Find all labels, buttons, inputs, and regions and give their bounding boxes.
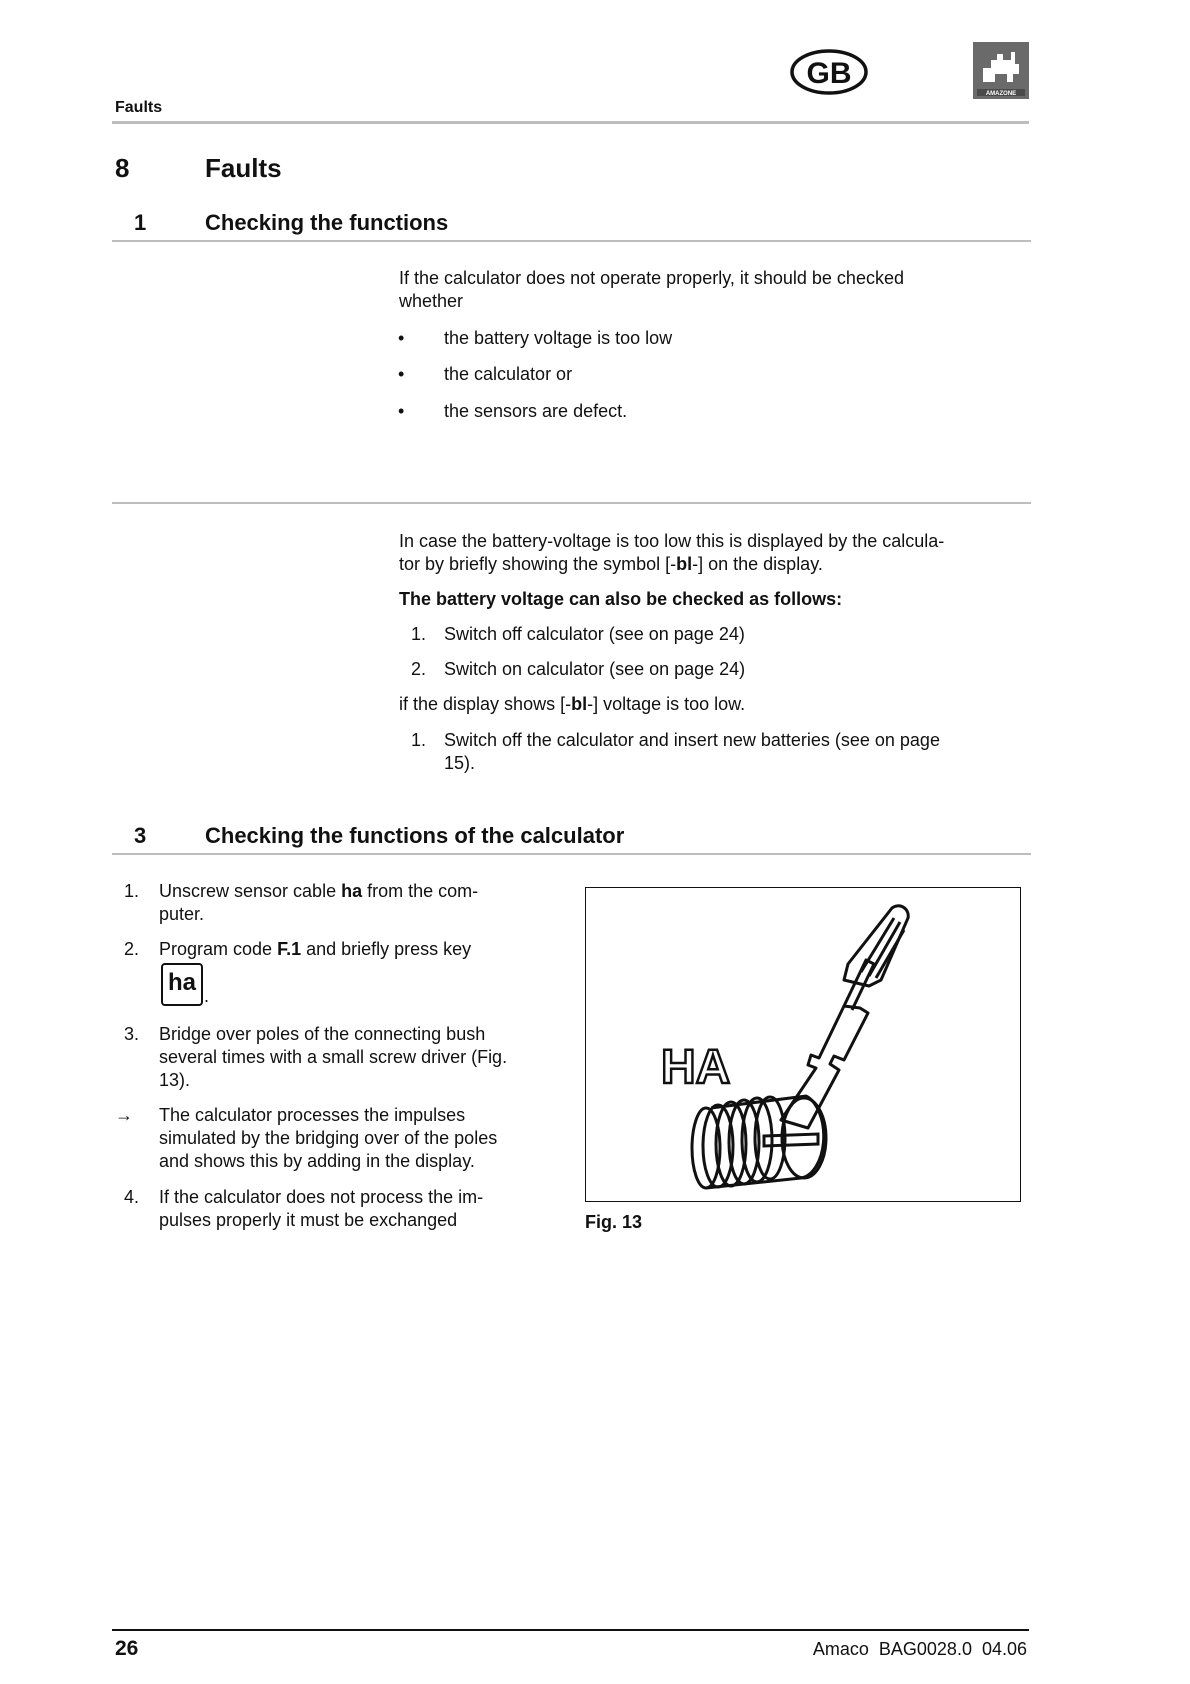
- document-reference: Amaco BAG0028.0 04.06: [812, 1639, 1027, 1659]
- chapter-number: 8: [115, 153, 130, 183]
- section1-intro-line1: If the calculator does not operate properly, it should be checked: [399, 268, 904, 288]
- step-number: 1.: [411, 624, 427, 644]
- step-text: Program code F.1 and briefly press key: [159, 939, 472, 959]
- section2-rule: [112, 502, 1031, 504]
- result-arrow-icon: →: [115, 1105, 133, 1125]
- bullet-dot: •: [398, 401, 405, 421]
- step-number: 1.: [124, 881, 140, 901]
- step-text: puter.: [159, 904, 205, 924]
- step-number: 4.: [124, 1187, 140, 1207]
- step-number: 2.: [411, 659, 427, 679]
- section1-title: Checking the functions: [205, 210, 449, 235]
- step-text: Switch off calculator (see on page 24): [444, 624, 745, 644]
- amazone-logo-text: AMAZONE: [985, 91, 1017, 97]
- footer-rule: [112, 1629, 1029, 1631]
- amazone-logo: [973, 42, 1029, 99]
- section3-number: 3: [134, 823, 147, 848]
- section1-intro-line2: whether: [399, 291, 464, 311]
- figure-13-illustration: [586, 888, 1019, 1200]
- running-header: Faults: [115, 99, 163, 116]
- country-badge-text: GB: [806, 57, 852, 90]
- battery-text-line2: tor by briefly showing the symbol [-bl-] on the display.: [399, 554, 823, 574]
- result-text: and shows this by adding in the display.: [159, 1151, 475, 1171]
- step-text: Unscrew sensor cable ha from the com-: [159, 881, 479, 901]
- step-number: 3.: [124, 1024, 140, 1044]
- header-rule: [112, 121, 1029, 124]
- step-text: pulses properly it must be exchanged: [159, 1210, 458, 1230]
- bullet-item: the calculator or: [444, 364, 573, 384]
- battery-check-heading: The battery voltage can also be checked as follows:: [399, 589, 843, 609]
- section1-number: 1: [134, 210, 147, 235]
- result-text: simulated by the bridging over of the poles: [159, 1128, 498, 1148]
- figure-13-frame: [585, 887, 1021, 1202]
- step-number: 1.: [411, 730, 427, 750]
- figure-ha-label: HA: [661, 1041, 731, 1094]
- section3-rule: [112, 853, 1031, 855]
- step-text: If the calculator does not process the im-: [159, 1187, 484, 1207]
- result-text: The calculator processes the impulses: [159, 1105, 466, 1125]
- step-text: 13).: [159, 1070, 191, 1090]
- step-text: Bridge over poles of the connecting bush: [159, 1024, 486, 1044]
- step-text: Switch off the calculator and insert new batteries (see on page: [444, 730, 940, 750]
- section3-title: Checking the functions of the calculator: [205, 823, 625, 848]
- country-badge: [789, 48, 869, 96]
- bullet-dot: •: [398, 328, 405, 348]
- key-period: .: [204, 986, 210, 1006]
- section1-rule: [112, 240, 1031, 242]
- step-number: 2.: [124, 939, 140, 959]
- bullet-item: the battery voltage is too low: [444, 328, 673, 348]
- chapter-title: Faults: [205, 153, 282, 183]
- step-text: several times with a small screw driver (Fig.: [159, 1047, 508, 1067]
- ha-key-icon: ha: [161, 963, 203, 1006]
- page-number: 26: [115, 1637, 139, 1660]
- bullet-dot: •: [398, 364, 405, 384]
- step-text: Switch on calculator (see on page 24): [444, 659, 746, 679]
- bullet-item: the sensors are defect.: [444, 401, 628, 421]
- battery-text-line1: In case the battery-voltage is too low this is displayed by the calcula-: [399, 531, 945, 551]
- figure-caption: Fig. 13: [585, 1212, 643, 1232]
- display-check-text: if the display shows [-bl-] voltage is too low.: [399, 694, 746, 714]
- step-text: 15).: [444, 753, 476, 773]
